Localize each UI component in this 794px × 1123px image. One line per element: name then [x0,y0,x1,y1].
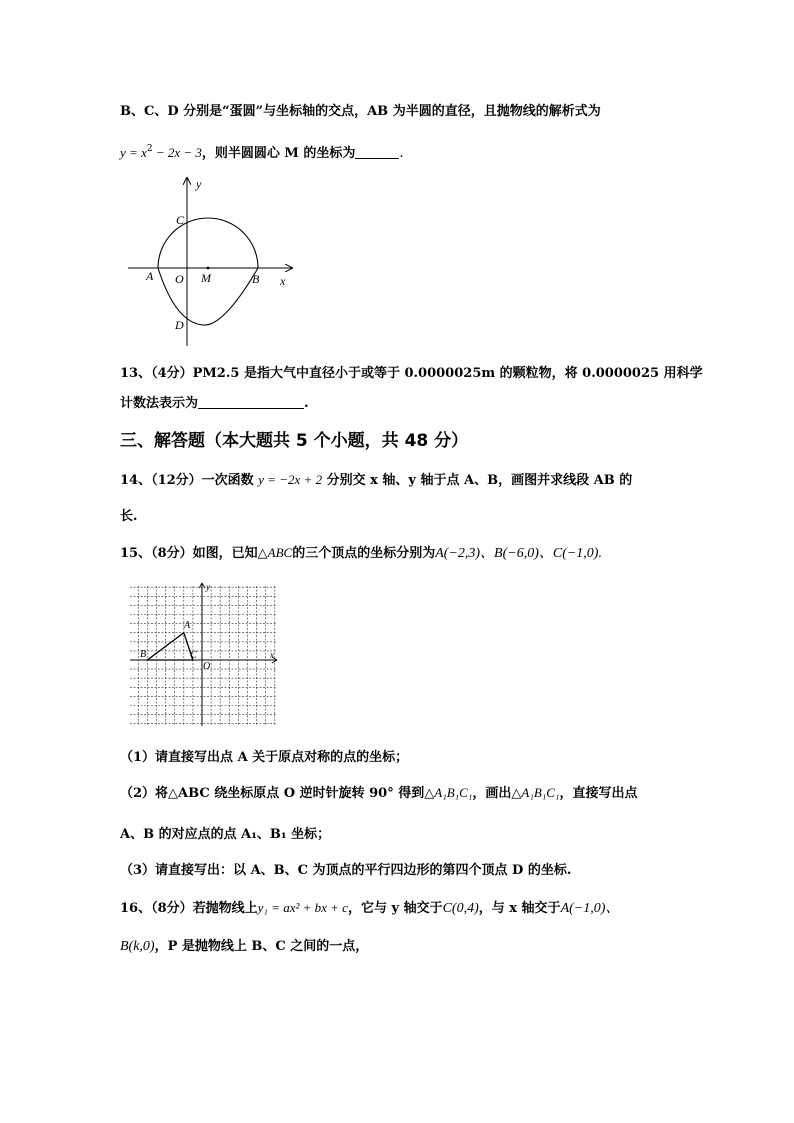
q15-sub2-line2: A、B 的对应点的点 A₁、B₁ 坐标； [120,827,331,842]
label-b: B [252,272,260,286]
section-heading: 三、解答题（本大题共 5 个小题，共 48 分） [120,431,469,451]
q15-sub2-b: ，画出 [472,786,512,801]
q15-sub2-tri: △A₁B₁C₁ [424,785,473,800]
q14-prefix: 14、（12分）一次函数 [120,473,254,488]
q12-eq-exp: 2 [146,144,153,154]
q13-line1-text: 13、（4分）PM2.5 是指大气中直径小于或等于 0.0000025m 的颗粒物，将 0.0000025 用科学 [120,366,703,381]
q16-equation: y₁ = ax² + bx + c [257,900,348,915]
grid-label-a: A [184,620,191,631]
q14-line1 [120,471,632,490]
grid-label-b: B [140,649,147,660]
q12-answer-blank [355,146,399,159]
triangle-grid-figure [128,580,282,728]
q15-coords: A(−2,3)、B(−6,0)、C(−1,0). [435,546,602,561]
q15-sub2-c: ，直接写出点 [559,786,638,801]
q15-sub3: （3）请直接写出：以 A、B、C 为顶点的平行四边形的第四个顶点 D 的坐标. [120,863,572,878]
label-d: D [175,318,184,332]
q12-line2-text: ，则半圆圆心 M 的坐标为 [201,146,356,161]
q13-answer-blank [198,396,304,409]
q15-line1 [120,544,602,563]
q15-sub2-a: （2）将△ABC 绕坐标原点 O 逆时针旋转 90° 得到 [120,786,425,801]
q12-line2-end: . [399,146,404,161]
q13-line2-end: . [304,396,309,411]
q16-line2-rest: ，P 是抛物线上 B、C 之间的一点， [154,939,369,954]
label-m: M [201,271,211,285]
q16-line2 [120,938,368,956]
q14-function: y = −2x + 2 [258,472,323,487]
q15-prefix: 15、（8分）如图，已知 [120,546,258,561]
q12-eq-y: y [120,145,126,160]
grid-label-x: x [270,650,274,660]
q14-suffix: 分别交 x 轴、y 轴于点 A、B，画图并求线段 AB 的 [326,473,633,488]
label-o: O [175,272,184,286]
q13-line2-text: 计数法表示为 [120,396,199,411]
q15-sub2-line1 [120,784,638,803]
q15-sub2-tri2: △A₁B₁C₁ [511,785,560,800]
label-c: C [176,213,185,227]
grid-label-c: C [190,650,197,661]
semicircle [158,218,258,268]
label-y: y [196,177,202,191]
grid-label-o: O [203,661,211,672]
grid-label-y: y [206,582,210,592]
q12-line1: B、C、D 分别是“蛋圆”与坐标轴的交点，AB 为半圆的直径，且抛物线的解析式为 [120,104,601,119]
label-x: x [280,274,286,288]
center-point-m [207,267,210,270]
q12-eq-rest: − 2x − 3 [152,145,202,160]
q16-middle: ，它与 y 轴交于 [347,901,443,916]
label-a: A [146,269,154,283]
q15-middle: 的三个顶点的坐标分别为 [292,546,436,561]
q16-line1 [120,899,619,918]
q12-eq-eq: = x [125,145,147,160]
q16-middle2: ，与 x 轴交于 [478,901,561,916]
q12-line2 [120,140,403,163]
q16-point-c: C(0,4) [442,901,479,916]
q13-line2 [120,395,309,413]
q15-sub1: （1）请直接写出点 A 关于原点对称的点的坐标； [120,750,409,765]
q13-line1 [120,365,703,383]
q16-prefix: 16、（8分）若抛物线上 [120,901,258,916]
q15-triangle: △ABC [257,545,293,560]
q16-point-a: A(−1,0)、 [560,901,620,916]
q16-point-b: B(k,0) [120,939,155,954]
q14-line2: 长. [120,509,138,524]
egg-circle-figure [120,172,310,350]
triangle-abc [147,633,193,660]
